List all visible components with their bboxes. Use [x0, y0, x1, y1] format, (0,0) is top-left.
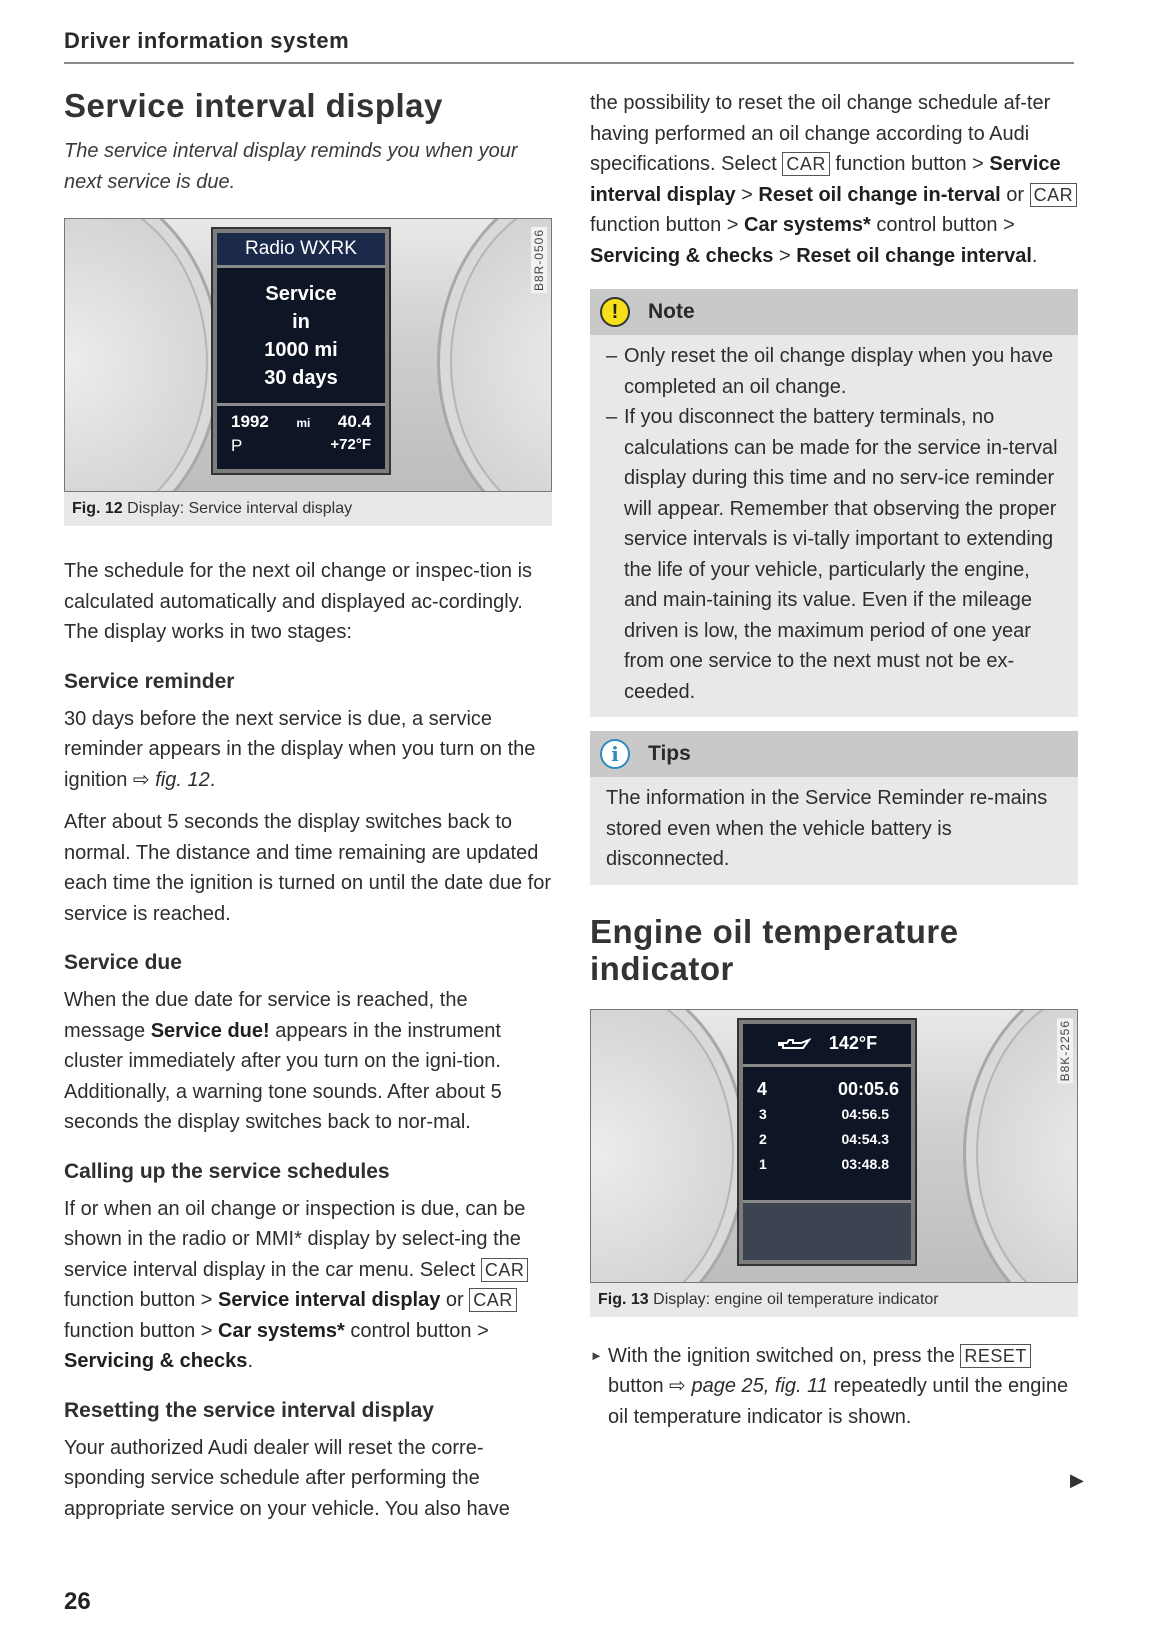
- note-item: – If you disconnect the battery terminals, no calculations can be made for the service in-terval display during this time and no serv-ice reminder will appear. Remember that observing the proper service intervals is vi-tally important to extending the life of your vehicle, particularly the engine, and main-taining its value. Even if the mileage driven is low, the maximum period of one year from one service to the next must not be ex-ceeded.: [606, 402, 1064, 707]
- tips-box: [590, 731, 1078, 885]
- heading-calling-schedules: Calling up the service schedules: [64, 1159, 390, 1183]
- warning-icon: !: [600, 297, 630, 327]
- header-title: Driver information system: [64, 28, 350, 53]
- note-box: [590, 289, 1078, 717]
- oil-temperature-value: 142°F: [828, 1033, 878, 1053]
- paragraph-resetting: Your authorized Audi dealer will reset the corre-sponding service schedule after performing the appropriate service on your vehicle. You also have: [64, 1436, 510, 1520]
- oil-temperature-cluster-image: [590, 1009, 1078, 1283]
- figure-13: [590, 1009, 1078, 1317]
- caption-label: Fig. 12: [72, 500, 123, 518]
- figure-code: B8R-0506: [532, 229, 546, 292]
- left-gauge: [590, 1009, 747, 1283]
- oil-can-icon: [777, 1037, 811, 1051]
- heading-resetting: Resetting the service interval display: [64, 1398, 434, 1422]
- car-key-label: CAR: [782, 152, 830, 176]
- running-header: [64, 28, 1074, 64]
- right-column: [590, 88, 1078, 1444]
- screen-line-2: in: [292, 311, 310, 334]
- paragraph-schedule: The schedule for the next oil change or inspec-tion is calculated automatically and displayed ac-cordingly. The display works in two stages:: [64, 560, 533, 644]
- paragraph-calling: If or when an oil change or inspection is due, can be shown in the radio or MMI* display by select-ing the service interval display in the car menu. Select CAR function button > Service interval display or CAR function button > Car systems* control button > Servicing & checks.: [64, 1194, 552, 1377]
- left-gauge: [64, 218, 221, 492]
- section-lead: The service interval display reminds you when your next service is due.: [64, 140, 518, 194]
- heading-service-reminder: Service reminder: [64, 669, 235, 693]
- page-number: 26: [64, 1588, 91, 1615]
- figure-12-caption: [64, 492, 552, 526]
- lap-time: 04:56.5: [841, 1105, 889, 1122]
- heading-service-due: Service due: [64, 951, 182, 975]
- section2-title: Engine oil temperature indicator: [590, 912, 959, 987]
- car-key-label: CAR: [469, 1288, 517, 1312]
- car-key-label: CAR: [481, 1258, 529, 1282]
- figure-code: B8K-2256: [1058, 1019, 1072, 1081]
- figure-13-caption: [590, 1283, 1078, 1317]
- instruction-step: ► With the ignition switched on, press the RESET button ⇨ page 25, fig. 11 repeatedly until the engine oil temperature indicator is shown.: [590, 1341, 1078, 1433]
- caption-text: Display: engine oil temperature indicator: [653, 1290, 939, 1308]
- screen-line-4: 30 days: [264, 367, 338, 390]
- continue-arrow-icon: ▶: [1070, 1470, 1084, 1490]
- tips-header: [590, 731, 1078, 777]
- paragraph-due: When the due date for service is reached, the message Service due! appears in the instrument cluster immediately after you turn on the igni-tion. Additionally, a warning tone sounds. After about 5 seconds the display switches back to nor-mal.: [64, 989, 502, 1134]
- gear-indicator: P: [231, 436, 243, 456]
- figure-12: [64, 218, 552, 526]
- screen-lower-panel: [743, 1200, 911, 1260]
- tips-title: Tips: [648, 742, 691, 765]
- caption-label: Fig. 13: [598, 1290, 649, 1308]
- screen-line-1: Service: [265, 283, 337, 306]
- tips-text: The information in the Service Reminder re-mains stored even when the vehicle battery is disconnected.: [606, 787, 1048, 870]
- screen-title: Radio WXRK: [217, 233, 385, 268]
- odometer-value: 1992: [231, 412, 269, 432]
- note-header: [590, 289, 1078, 335]
- oil-temp-screen: [739, 1020, 915, 1264]
- reset-key-label: RESET: [960, 1344, 1031, 1368]
- info-icon: i: [600, 739, 630, 769]
- trip-value: 40.4: [337, 412, 371, 432]
- page-reference[interactable]: ⇨ page 25, fig. 11: [669, 1375, 828, 1397]
- lap-number: 4: [757, 1078, 768, 1099]
- lap-number: 2: [759, 1130, 767, 1147]
- instrument-cluster-image: [64, 218, 552, 492]
- odometer-unit: mi: [296, 416, 311, 431]
- paragraph-after: After about 5 seconds the display switches back to normal. The distance and time remaining are updated each time the ignition is turned on until the date due for service is reached.: [64, 811, 551, 925]
- paragraph-reset-continued: the possibility to reset the oil change schedule af-ter having performed an oil change according to Audi specifications. Select CAR function button > Service interval display > Reset oil change in-terval or CAR function button > Car systems* control button > Servicing & checks > Reset oil change interval.: [590, 88, 1078, 271]
- lap-number: 3: [759, 1105, 767, 1122]
- fig-reference[interactable]: ⇨ fig. 12: [132, 768, 210, 791]
- lap-time: 04:54.3: [841, 1130, 889, 1147]
- lap-time: 03:48.8: [841, 1155, 889, 1172]
- note-title: Note: [648, 300, 695, 323]
- paragraph-reminder: 30 days before the next service is due, a service reminder appears in the display when you turn on the ignition ⇨ fig. 12.: [64, 707, 536, 791]
- car-key-label: CAR: [1030, 183, 1078, 207]
- note-item: – Only reset the oil change display when you have completed an oil change.: [606, 341, 1064, 402]
- caption-text: Display: Service interval display: [127, 500, 353, 518]
- left-column: [64, 88, 552, 1536]
- lap-time: 00:05.6: [837, 1078, 899, 1099]
- outside-temp: +72°F: [330, 436, 371, 454]
- screen-line-3: 1000 mi: [264, 339, 338, 362]
- section-title: Service interval display: [64, 87, 443, 124]
- driver-info-screen: [213, 229, 389, 473]
- lap-number: 1: [759, 1155, 767, 1172]
